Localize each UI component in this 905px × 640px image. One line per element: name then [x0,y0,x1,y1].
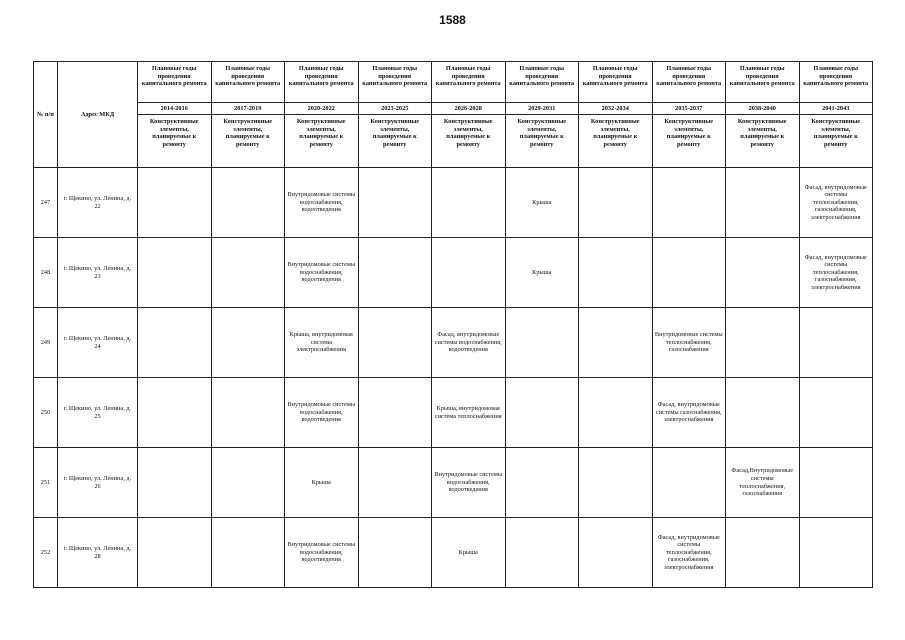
period-header: 2023-2025 [358,103,432,115]
repair-cell [799,378,873,448]
row-address: г. Щекино, ул. Ленина, д. 23 [58,238,138,308]
repair-cell: Фасад, внутридомовые системы теплоснабжения, газоснабжения, электроснабжения [652,518,726,588]
repair-cell: Крыша, внутридомовая система электроснабжения [285,308,359,378]
elements-header: Конструктивные элементы, планируемые к ремонту [579,115,653,168]
repair-cell [579,378,653,448]
repair-cell [505,378,579,448]
table-row [34,378,873,448]
repair-cell [138,518,212,588]
row-number: 252 [34,518,58,588]
period-header: 2035-2037 [652,103,726,115]
repair-cell [432,168,506,238]
repair-cell: Крыша [505,168,579,238]
repair-cell: Фасад, внутридомовые системы теплоснабжения, газоснабжения, электроснабжения [799,168,873,238]
repair-cell: Фасад, внутридомовые системы газоснабжения, электроснабжения [652,378,726,448]
row-number: 248 [34,238,58,308]
plan-header: Плановые годы проведения капитального ремонта [211,62,285,103]
plan-header: Плановые годы проведения капитального ремонта [652,62,726,103]
row-address: г. Щекино, ул. Ленина, д. 25 [58,378,138,448]
period-header: 2038-2040 [726,103,800,115]
row-address: г. Щекино, ул. Ленина, д. 28 [58,518,138,588]
repair-cell: Фасад,Внутридомовые системы теплоснабжения, газоснабжения [726,448,800,518]
repair-cell [799,518,873,588]
repair-cell [726,378,800,448]
repair-cell [432,238,506,308]
repair-cell: Внутридомовые системы водоснабжения, водоотведения [285,518,359,588]
plan-header: Плановые годы проведения капитального ремонта [138,62,212,103]
repair-cell [726,238,800,308]
repair-cell [505,448,579,518]
repair-cell [579,518,653,588]
row-number: 247 [34,168,58,238]
table-row [34,168,873,238]
repair-cell [652,238,726,308]
repair-cell [138,238,212,308]
repair-cell [138,308,212,378]
repair-cell: Внутридомовые системы теплоснабжения, газоснабжения [652,308,726,378]
repair-cell: Внутридомовые системы водоснабжения, водоотведения [432,448,506,518]
period-header: 2026-2028 [432,103,506,115]
repair-cell [358,238,432,308]
plan-header: Плановые годы проведения капитального ремонта [505,62,579,103]
period-header: 2041-2043 [799,103,873,115]
repair-cell [505,518,579,588]
elements-header: Конструктивные элементы, планируемые к ремонту [726,115,800,168]
row-number: 250 [34,378,58,448]
table-row [34,238,873,308]
repair-cell [579,448,653,518]
period-header: 2017-2019 [211,103,285,115]
years-header-row [34,103,873,115]
elements-header: Конструктивные элементы, планируемые к ремонту [211,115,285,168]
repair-cell [799,448,873,518]
elements-header: Конструктивные элементы, планируемые к ремонту [432,115,506,168]
elements-header: Конструктивные элементы, планируемые к ремонту [799,115,873,168]
plan-header-row [34,62,873,103]
repair-cell [799,308,873,378]
plan-header: Плановые годы проведения капитального ремонта [799,62,873,103]
repair-cell [726,518,800,588]
repair-cell [211,308,285,378]
period-header: 2029-2031 [505,103,579,115]
repair-cell [211,448,285,518]
repair-cell [579,308,653,378]
repair-cell [358,168,432,238]
repair-cell: Крыша, внутридомовая система теплоснабжения [432,378,506,448]
repair-cell: Крыша [432,518,506,588]
row-number: 251 [34,448,58,518]
repair-cell [505,308,579,378]
col-address-header: Адрес МКД [58,62,138,168]
table-row [34,308,873,378]
page-number: 1588 [439,13,466,27]
repair-cell [211,168,285,238]
repair-cell [358,518,432,588]
period-header: 2032-2034 [579,103,653,115]
table-row [34,518,873,588]
repair-cell: Внутридомовые системы водоснабжения, водоотведения [285,378,359,448]
plan-header: Плановые годы проведения капитального ремонта [579,62,653,103]
elements-header: Конструктивные элементы, планируемые к ремонту [285,115,359,168]
repair-cell [652,448,726,518]
repair-cell [579,168,653,238]
elements-header-row [34,115,873,168]
row-number: 249 [34,308,58,378]
repair-cell [138,378,212,448]
capital-repair-table [33,61,873,588]
row-address: г. Щекино, ул. Ленина, д. 22 [58,168,138,238]
repair-cell [726,168,800,238]
repair-cell [652,168,726,238]
repair-cell: Крыша [505,238,579,308]
table-row [34,448,873,518]
plan-header: Плановые годы проведения капитального ремонта [358,62,432,103]
repair-cell: Внутридомовые системы водоснабжения, водоотведения [285,168,359,238]
elements-header: Конструктивные элементы, планируемые к ремонту [138,115,212,168]
repair-cell [579,238,653,308]
repair-cell [211,518,285,588]
period-header: 2014-2016 [138,103,212,115]
period-header: 2020-2022 [285,103,359,115]
repair-cell [358,448,432,518]
repair-cell [358,378,432,448]
repair-cell: Крыша [285,448,359,518]
row-address: г. Щекино, ул. Ленина, д. 24 [58,308,138,378]
plan-header: Плановые годы проведения капитального ремонта [432,62,506,103]
repair-cell [138,168,212,238]
row-address: г. Щекино, ул. Ленина, д. 26 [58,448,138,518]
repair-cell: Фасад, внутридомовые системы водоснабжения, водоотведения [432,308,506,378]
elements-header: Конструктивные элементы, планируемые к ремонту [505,115,579,168]
plan-header: Плановые годы проведения капитального ремонта [285,62,359,103]
repair-cell [138,448,212,518]
repair-cell [726,308,800,378]
elements-header: Конструктивные элементы, планируемые к ремонту [652,115,726,168]
plan-header: Плановые годы проведения капитального ремонта [726,62,800,103]
col-num-header: № п/п [34,62,58,168]
repair-cell [211,378,285,448]
repair-cell: Внутридомовые системы водоснабжения, водоотведения [285,238,359,308]
repair-cell [211,238,285,308]
repair-cell: Фасад, внутридомовые системы теплоснабжения, газоснабжения, электроснабжения [799,238,873,308]
repair-cell [358,308,432,378]
elements-header: Конструктивные элементы, планируемые к ремонту [358,115,432,168]
